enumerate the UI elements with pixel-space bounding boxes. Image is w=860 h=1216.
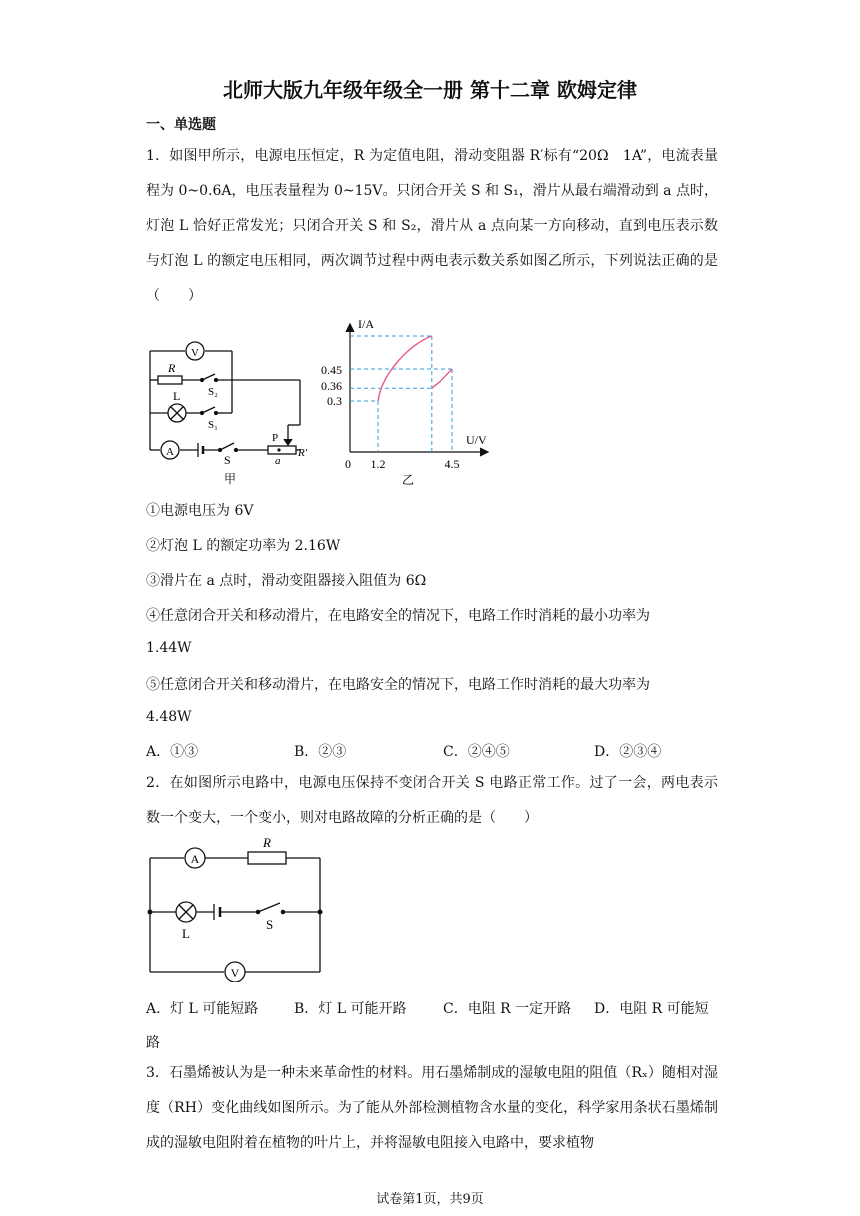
- point-a-label: a: [275, 455, 281, 467]
- q2-voltmeter-label: V: [230, 966, 240, 980]
- circuit-diagram-jia: [140, 335, 320, 485]
- x-tick-1.2: 1.2: [370, 457, 386, 471]
- y-tick-0.3: 0.3: [327, 394, 342, 408]
- ammeter-label: A: [166, 446, 174, 458]
- resistor-r-label: R: [168, 361, 176, 375]
- switch-s2-label: S₂: [208, 386, 218, 398]
- q1-option-d[interactable]: D．②③④: [594, 744, 662, 760]
- y-axis-label: I/A: [358, 317, 374, 331]
- x-tick-4.5: 4.5: [444, 457, 460, 471]
- voltmeter-label: V: [191, 347, 199, 359]
- question-3-text: 3．石墨烯被认为是一种未来革命性的材料。用石墨烯制成的湿敏电阻的阻值（Rₓ）随相对湿度（RH）变化曲线如图所示。为了能从外部检测植物含水量的变化，科学家用条状石墨烯制成的湿敏电阻附着在植物的叶片上，并将湿敏电阻接入电路中，要求植物: [146, 1065, 718, 1151]
- switch-s-label: S: [224, 453, 231, 467]
- y-tick-0.45: 0.45: [321, 363, 342, 377]
- statement-4: ④任意闭合开关和移动滑片，在电路安全的情况下，电路工作时消耗的最小功率为: [146, 608, 650, 624]
- q2-switch-label: S: [266, 917, 274, 932]
- q2-lamp-label: L: [182, 926, 190, 941]
- statement-5: ⑤任意闭合开关和移动滑片，在电路安全的情况下，电路工作时消耗的最大功率为: [146, 677, 650, 693]
- x-axis-label: U/V: [466, 433, 487, 447]
- circuit-diagram-q2: [140, 832, 340, 982]
- q2-option-a[interactable]: A．灯 L 可能短路: [146, 1001, 259, 1017]
- q1-option-a[interactable]: A．①③: [146, 744, 199, 760]
- q1-option-c[interactable]: C．②④⑤: [443, 744, 510, 760]
- statement-3: ③滑片在 a 点时，滑动变阻器接入阻值为 6Ω: [146, 573, 427, 589]
- rheostat-label: R′: [298, 447, 308, 459]
- slider-p-label: P: [272, 432, 279, 444]
- graph-yi: [312, 312, 502, 490]
- q2-option-d-wrap: 路: [146, 1035, 160, 1051]
- origin-label: 0: [345, 457, 351, 471]
- y-tick-0.36: 0.36: [321, 379, 342, 393]
- graph-series-2: [432, 369, 452, 388]
- statement-1: ①电源电压为 6V: [146, 503, 254, 519]
- question-1-text: 1．如图甲所示，电源电压恒定，R 为定值电阻，滑动变阻器 R′标有“20Ω 1A”，电流表量程为 0~0.6A，电压表量程为 0~15V。只闭合开关 S 和 S₁，滑片从最右端滑动到 a 点时，灯泡 L 恰好正常发光；只闭合开关 S 和 S₂，滑片从 a 点向某一方向移动，直到电压表示数与灯泡 L 的额定电压相同，两次调节过程中两电表示数关系如图乙所示，下列说法正确的是（ ）: [146, 148, 718, 304]
- switch-s1-label: S₁: [208, 419, 218, 431]
- q2-option-d[interactable]: D．电阻 R 可能短: [594, 1001, 709, 1017]
- statement-4-cont: 1.44W: [146, 640, 192, 656]
- statement-5-cont: 4.48W: [146, 709, 192, 725]
- figure-caption-yi: 乙: [401, 473, 415, 487]
- q2-option-b[interactable]: B．灯 L 可能开路: [294, 1001, 407, 1017]
- section-heading: 一、单选题: [146, 117, 216, 133]
- page-title: 北师大版九年级年级全一册 第十二章 欧姆定律: [223, 78, 637, 102]
- question-2-text: 2．在如图所示电路中，电源电压保持不变闭合开关 S 电路正常工作。过了一会，两电表示数一个变大，一个变小，则对电路故障的分析正确的是（ ）: [146, 775, 718, 826]
- q2-option-c[interactable]: C．电阻 R 一定开路: [443, 1001, 572, 1017]
- figure-caption-jia: 甲: [223, 472, 237, 485]
- q2-ammeter-label: A: [190, 852, 200, 866]
- q1-option-b[interactable]: B．②③: [294, 744, 347, 760]
- page-footer: 试卷第1页，共9页: [376, 1192, 484, 1207]
- statement-2: ②灯泡 L 的额定功率为 2.16W: [146, 538, 341, 554]
- q2-resistor-label: R: [263, 835, 271, 850]
- lamp-label: L: [173, 389, 181, 403]
